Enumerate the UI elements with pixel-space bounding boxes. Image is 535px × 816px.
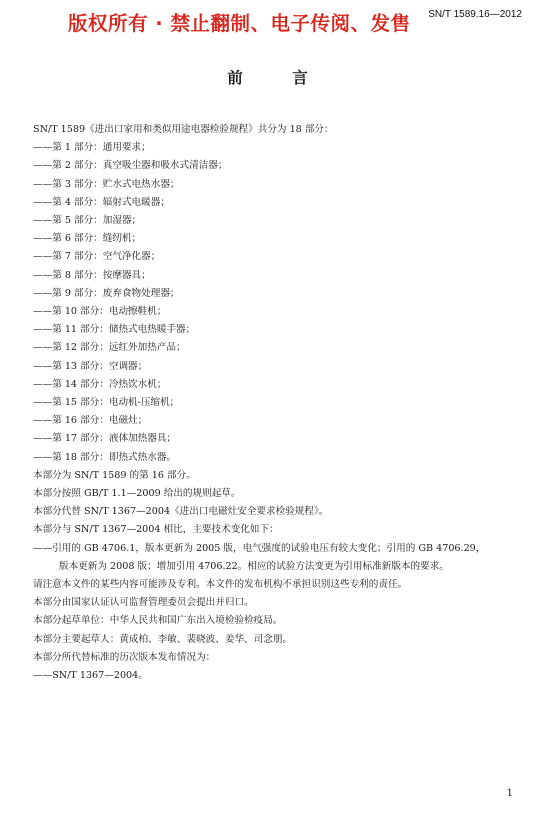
part-item: ——第 5 部分：加湿器； — [33, 215, 142, 227]
part-item: ——第 2 部分：真空吸尘器和吸水式清洁器； — [33, 160, 228, 172]
part-item: ——第 18 部分：即热式热水器。 — [33, 451, 177, 463]
part-item: ——第 14 部分：冷热饮水机； — [33, 378, 167, 390]
part-item: ——第 17 部分：液体加热器具； — [33, 433, 177, 445]
part-item: ——第 11 部分：储热式电热暖手器； — [33, 324, 196, 336]
foreword-body — [33, 121, 525, 685]
history-item: ——SN/T 1367—2004。 — [33, 670, 148, 682]
paragraph: 本部分所代替标准的历次版本发布情况为： — [33, 651, 216, 663]
part-item: ——第 15 部分：电动机-压缩机； — [33, 397, 180, 409]
part-item: ——第 7 部分：空气净化器； — [33, 251, 161, 263]
paragraph: 本部分代替 SN/T 1367—2004《进出口电磁灶安全要求检验规程》。 — [33, 506, 329, 518]
part-item: ——第 13 部分：空调器； — [33, 360, 148, 372]
paragraph: 本部分按照 GB/T 1.1—2009 给出的规则起草。 — [33, 488, 241, 500]
part-item: ——第 12 部分：远红外加热产品； — [33, 342, 186, 354]
part-item: ——第 9 部分：废弃食物处理器； — [33, 287, 180, 299]
paragraph: 本部分起草单位：中华人民共和国广东出入境检验检疫局。 — [33, 615, 283, 627]
paragraph: 本部分由国家认证认可监督管理委员会提出并归口。 — [33, 597, 254, 609]
part-item: ——第 16 部分：电磁灶； — [33, 415, 148, 427]
standard-number: SN/T 1589.16—2012 — [428, 9, 522, 20]
intro-line: SN/T 1589《进出口家用和类似用途电器检验规程》共分为 18 部分： — [33, 124, 334, 135]
change-item: ——引用的 GB 4706.1，版本更新为 2005 版，电气强度的试验电压有较大变化；引用的 GB 4706.29， — [33, 542, 486, 554]
change-item-continuation: 版本更新为 2008 版；增加引用 4706.22。相应的试验方法变更为引用标准新版本的要求。 — [59, 560, 449, 572]
page-title: 前 言 — [227, 69, 330, 87]
part-item: ——第 8 部分：按摩器具； — [33, 269, 151, 281]
part-item: ——第 4 部分：辐射式电暖器； — [33, 196, 170, 208]
paragraph: 本部分与 SN/T 1367—2004 相比，主要技术变化如下： — [33, 524, 279, 536]
part-item: ——第 6 部分：缝纫机； — [33, 233, 142, 245]
part-item: ——第 10 部分：电动擦鞋机； — [33, 306, 167, 318]
paragraph: 请注意本文件的某些内容可能涉及专利。本文件的发布机构不承担识别这些专利的责任。 — [33, 579, 408, 591]
page-number: 1 — [506, 788, 513, 799]
watermark: 版权所有 · 禁止翻制、电子传阅、发售 — [68, 12, 411, 35]
part-item: ——第 3 部分：贮水式电热水器； — [33, 178, 180, 190]
paragraph: 本部分主要起草人：黄成柏、李敏、裴晓波、姜华、司念朋。 — [33, 633, 293, 645]
paragraph: 本部分为 SN/T 1589 的第 16 部分。 — [33, 469, 196, 481]
part-item: ——第 1 部分：通用要求； — [33, 142, 151, 154]
